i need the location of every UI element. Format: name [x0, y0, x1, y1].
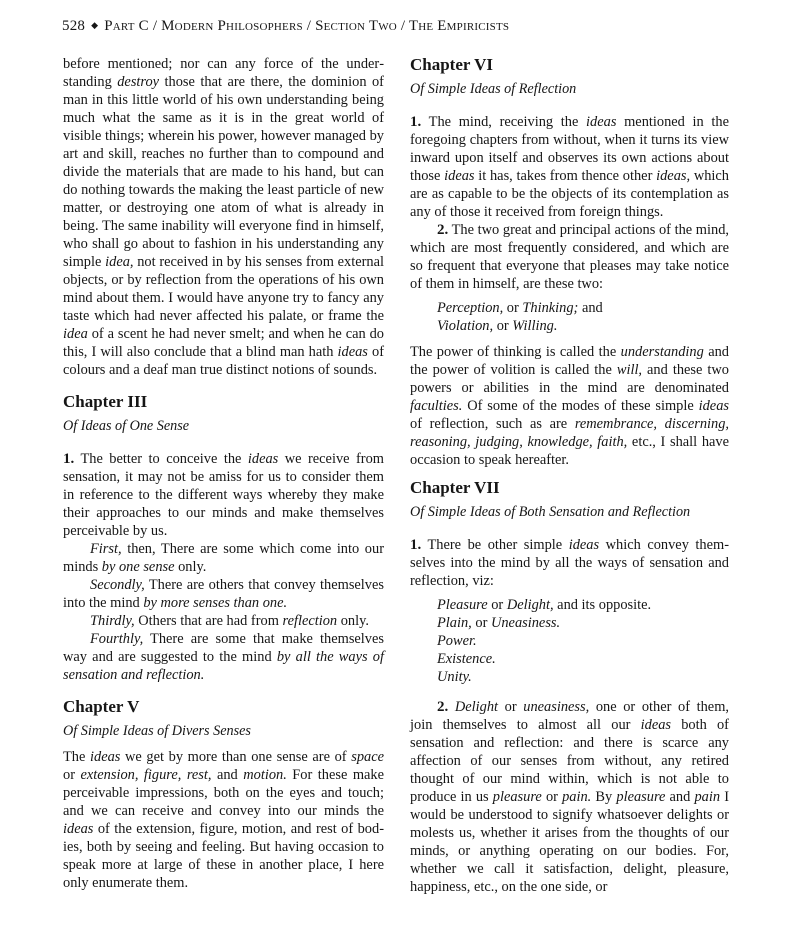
list-item [437, 650, 729, 668]
text-run: of the extension, figure, motion, and rest of bodies, both by seeing and feeling. But having occasion to speak more at large of these in another place, I here only enumerate them. [63, 821, 384, 891]
italic-run: First, [90, 541, 122, 557]
list-item [437, 317, 729, 335]
paragraph [63, 55, 384, 379]
text-run: or [471, 615, 491, 631]
paragraph [410, 113, 729, 221]
italic-run: Thinking; [522, 300, 579, 316]
text-run: Others that are had from [134, 613, 283, 629]
chapter-subtitle: Of Simple Ideas of Reflection [410, 81, 577, 97]
text-run: and these two powers or abilities in the mind are denominated [410, 362, 729, 396]
italic-run: by more senses than one. [143, 595, 288, 611]
text-run: only. [337, 613, 369, 629]
italic-run: ideas [698, 398, 729, 414]
section-number: 2. [437, 222, 449, 238]
italic-run: ideas [63, 821, 94, 837]
text-run: those that are there, the dominion of man in this little world of his own understanding being much what the same as it is in the great world of visible things; wherein his power, however managed by art and skill, reaches no further than to compound and divide the materials that are made to his hand, but can do nothing towards the making the least particle of new matter, or destroying one atom of what is already in being. The same inability will everyone find in himself, who shall go about to fashion in his understanding any simple [63, 74, 384, 270]
section-number: 1. [63, 451, 75, 467]
text-run: it has, takes from thence other [474, 168, 657, 184]
italic-run: reflection [282, 613, 338, 629]
text-run: or [493, 318, 513, 334]
chapter-title: Chapter VII [410, 478, 500, 497]
text-run: which are as capable to be the objects of its contemplation as any of those it received from foreign things. [410, 168, 729, 220]
text-run: we get by more than one sense are of [120, 749, 352, 765]
chapter-title: Chapter V [63, 697, 140, 716]
section-number: 1. [410, 114, 422, 130]
paragraph [410, 221, 729, 293]
italic-run: faculties. [410, 398, 463, 414]
text-run: and the power of volition is called the [410, 344, 729, 378]
italic-run: ideas [640, 717, 672, 733]
text-run: I would be understood to signify whatsoever delights or molests us, whether it arises from the thoughts of our minds, or anything operating on our bodies. For, whether we call it satisfaction, delight, pleasure, happiness, etc., on the one side, or [410, 789, 730, 895]
italic-run: Power. [437, 633, 477, 649]
italic-run: Delight [454, 699, 499, 715]
chapter-subtitle: Of Ideas of One Sense [63, 418, 190, 434]
text-run: The better to conceive the [74, 451, 248, 467]
paragraph [410, 343, 729, 469]
italic-run: motion. [243, 767, 287, 783]
text-run: then, There are some which come into our minds [63, 541, 384, 575]
running-head [62, 18, 742, 35]
text-run: The two great and principal actions of the mind, which are most frequently considered, and which are so frequent that everyone that pleases may take notice of them in himself, are these two: [410, 222, 729, 292]
italic-run: ideas [337, 344, 368, 360]
text-run: and [665, 789, 695, 805]
italic-run: uneasiness, [523, 699, 590, 715]
italic-run: Delight, [506, 597, 554, 613]
italic-run: understanding [620, 344, 704, 360]
italic-run: Plain, [437, 615, 472, 631]
paragraph [410, 698, 729, 896]
text-run: By [591, 789, 617, 805]
text-run: which convey themselves into the mind by all the ways of sensation and reflection, viz: [410, 537, 729, 589]
text-run: There are others that convey themselves into the mind [63, 577, 384, 611]
paragraph [63, 612, 384, 630]
italic-run: extension, figure, rest, [80, 767, 212, 783]
faculty-list [437, 299, 729, 335]
text-run: The [63, 749, 90, 765]
paragraph [63, 630, 384, 684]
text-run: or [487, 597, 507, 613]
paragraph [63, 540, 384, 576]
italic-run: Secondly, [90, 577, 145, 593]
italic-run: will, [616, 362, 643, 378]
text-run: and its opposite. [553, 597, 652, 613]
chapter-subtitle: Of Simple Ideas of Divers Senses [63, 723, 251, 739]
italic-run: Unity. [437, 669, 472, 685]
paragraph [63, 450, 384, 540]
section-number: 2. [437, 699, 449, 715]
text-run: Of some of the modes of these simple [462, 398, 699, 414]
text-run: There be other simple [421, 537, 569, 553]
simple-ideas-list [437, 596, 729, 686]
right-column [410, 55, 729, 896]
page-number: 528 [62, 18, 86, 34]
list-item [437, 299, 729, 317]
italic-run: pain. [562, 789, 592, 805]
chapter-title: Chapter III [63, 392, 148, 411]
italic-run: ideas [90, 749, 121, 765]
list-item [437, 668, 729, 686]
text-run: mentioned in the foregoing chapters from without, when it turns its view inward upon itself and observes its own actions about those [410, 114, 729, 184]
italic-run: remembrance, discerning, reasoning, judging, knowledge, faith, [410, 416, 729, 450]
italic-run: Violation, [437, 318, 494, 334]
text-run: and [578, 300, 603, 316]
italic-run: idea [63, 326, 88, 342]
text-run: before mentioned; nor can any force of the understanding [63, 56, 384, 90]
italic-run: space [351, 749, 384, 765]
italic-run: by one sense [101, 559, 175, 575]
italic-run: ideas, [656, 168, 691, 184]
list-item [437, 614, 729, 632]
italic-run: Fourthly, [90, 631, 144, 647]
italic-run: Willing. [512, 318, 558, 334]
left-column [63, 55, 384, 892]
text-run: or [498, 699, 524, 715]
paragraph [410, 536, 729, 590]
italic-run: ideas [247, 451, 279, 467]
text-run [448, 699, 455, 715]
text-run: of reflection, such as are [410, 416, 575, 432]
italic-run: Perception, [437, 300, 504, 316]
italic-run: Existence. [437, 651, 496, 667]
italic-run: pleasure [616, 789, 666, 805]
italic-run: destroy [117, 74, 160, 90]
text-run: etc., I shall have occasion to speak hereafter. [410, 434, 729, 468]
paragraph [63, 748, 384, 892]
list-item [437, 632, 729, 650]
text-run: or [541, 789, 563, 805]
chapter-subtitle: Of Simple Ideas of Both Sensation and Reflection [410, 504, 691, 520]
text-run: There are some that make themselves way and are suggested to the mind [63, 631, 384, 665]
text-run: both of sensation and reflection: and there is scarce any affection of our senses from without, any retired thought of our mind within, which is not able to produce in us [410, 717, 729, 805]
italic-run: Thirdly, [90, 613, 135, 629]
italic-run: pain [694, 789, 721, 805]
list-item [437, 596, 729, 614]
text-run: of a scent he had never smelt; and when he can do this, I will also conclude that a blind man hath [63, 326, 384, 360]
italic-run: idea, [105, 254, 134, 270]
diamond-ornament-icon: ◆ [91, 20, 99, 30]
italic-run: ideas [586, 114, 617, 130]
text-run: not received in by his senses from external objects, or by reflection from the operations of his own mind about them. I would have anyone try to fancy any taste which had never affected his palate, or frame the [63, 254, 384, 324]
text-run: only. [174, 559, 207, 575]
text-run: or [63, 767, 81, 783]
italic-run: ideas [568, 537, 600, 553]
text-run: The power of thinking is called the [410, 344, 621, 360]
text-run: or [503, 300, 523, 316]
text-run: of colours and a deaf man true distinct notions of sounds. [63, 344, 384, 378]
italic-run: Pleasure [437, 597, 488, 613]
paragraph [63, 576, 384, 612]
text-run: and [211, 767, 244, 783]
running-head-title: Part C / Modern Philosophers / Section Two / The Empiricists [104, 18, 510, 34]
text-run: The mind, receiving the [421, 114, 587, 130]
text-run: one or other of them, join themselves to almost all our [410, 699, 729, 733]
italic-run: ideas [444, 168, 475, 184]
italic-run: Uneasiness. [490, 615, 561, 631]
italic-run: pleasure [492, 789, 542, 805]
text-run: For these make perceivable impressions, both on the eyes and touch; and we can receive and convey into our minds the [63, 767, 384, 819]
italic-run: by all the ways of sensation and reflection. [63, 649, 384, 683]
section-number: 1. [410, 537, 422, 553]
text-run: we receive from sensation, it may not be amiss for us to consider them in reference to the different ways whereby they make their approaches to our minds and make themselves perceivable by us. [63, 451, 384, 539]
chapter-title: Chapter VI [410, 55, 493, 74]
